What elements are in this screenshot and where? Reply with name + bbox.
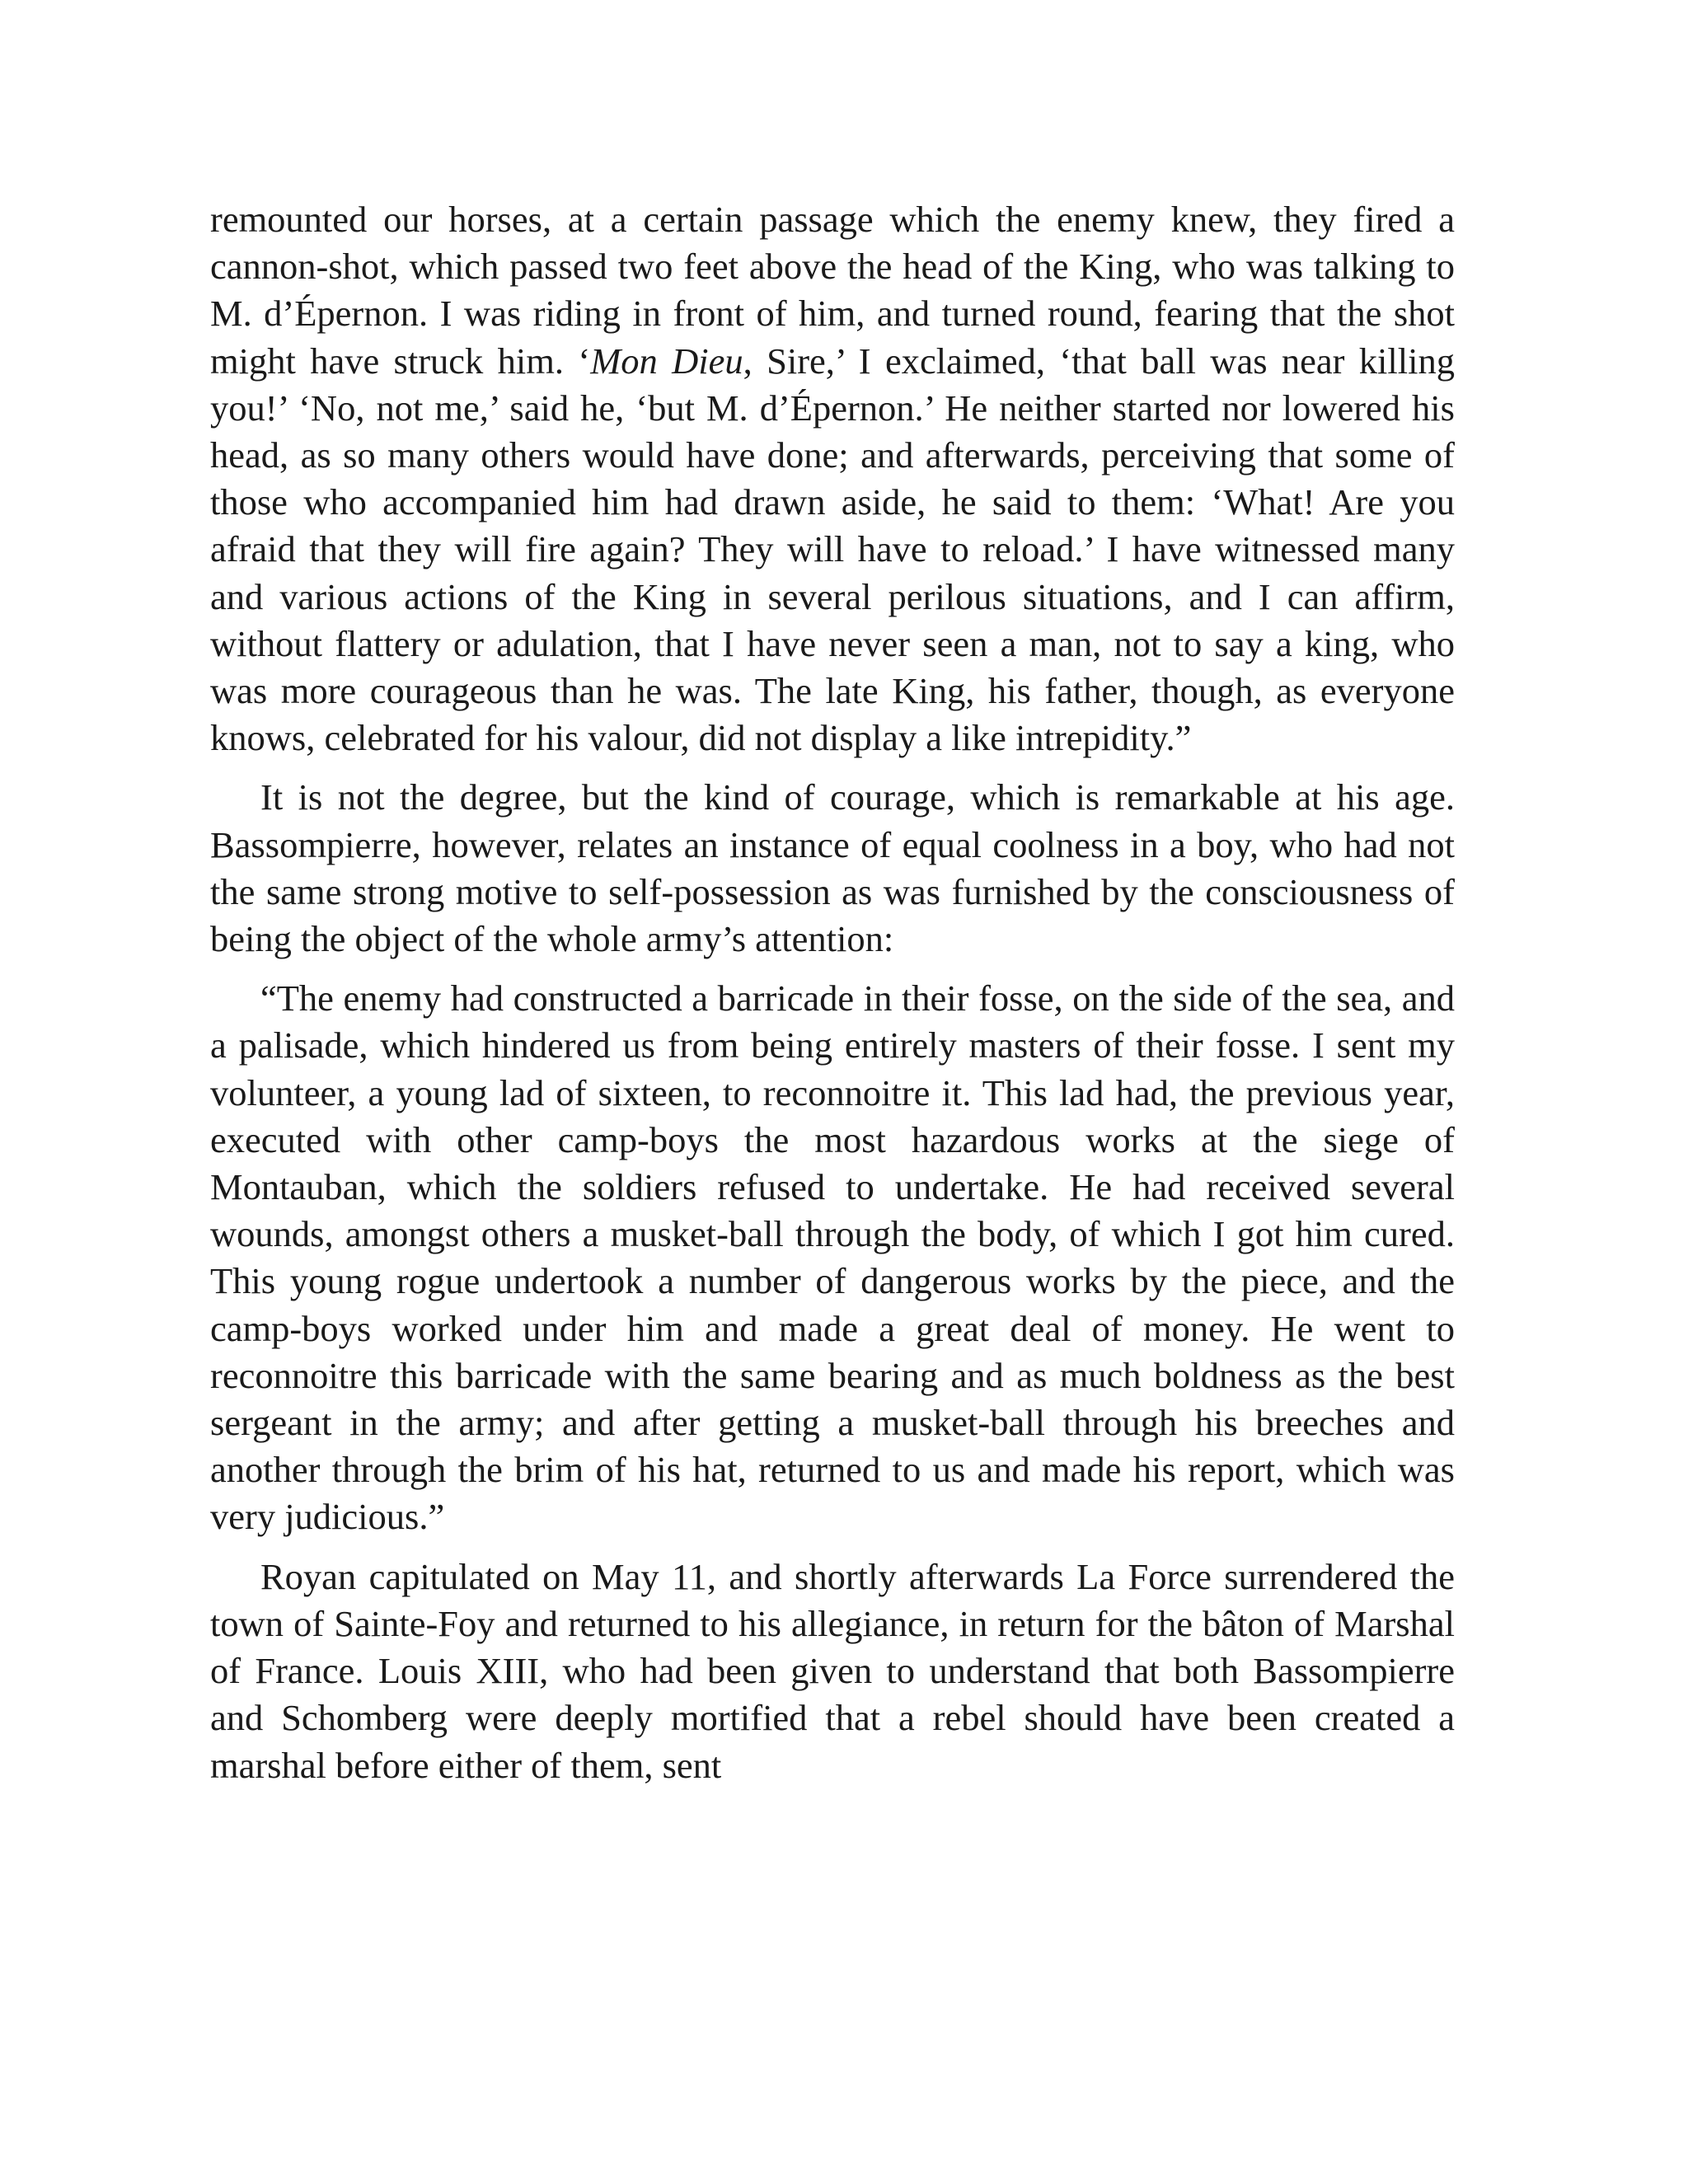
paragraph-4 bbox=[210, 1554, 1455, 1789]
paragraph-3-text: “The enemy had constructed a barricade in their fosse, on the side of the sea, and a palisade, which hindered us from being entirely masters of their fosse. I sent my volunteer, a young lad of sixteen, to reconnoitre it. This lad had, the previous year, executed with other camp-boys the most hazardous works at the siege of Montauban, which the soldiers refused to undertake. He had received several wounds, amongst others a musket-ball through the body, of which I got him cured. This young rogue undertook a number of dangerous works by the piece, and the camp-boys worked under him and made a great deal of money. He went to reconnoitre this barricade with the same bearing and as much boldness as the best sergeant in the army; and after getting a musket-ball through his breeches and another through the brim of his hat, returned to us and made his report, which was very judicious.” bbox=[210, 977, 1455, 1538]
paragraph-1-text-1: remounted our horses, at a certain passage which the enemy knew, they fired a cannon-shot, which passed two feet above the head of the King, who was talking to M. d’Épernon. I was riding in front of him, and turned round, fearing that the shot might have struck him. ‘ bbox=[210, 199, 1455, 382]
page-body bbox=[210, 196, 1455, 1789]
paragraph-2 bbox=[210, 774, 1455, 963]
paragraph-1 bbox=[210, 196, 1455, 762]
paragraph-1-italic-phrase: Mon Dieu bbox=[590, 340, 743, 382]
paragraph-4-text: Royan capitulated on May 11, and shortly afterwards La Force surrendered the town of Sainte-Foy and returned to his allegiance, in return for the bâton of Marshal of France. Louis XIII, who had been given to understand that both Bassompierre and Schomberg were deeply mortified that a rebel should have been created a marshal before either of them, sent bbox=[210, 1555, 1455, 1786]
paragraph-3 bbox=[210, 975, 1455, 1540]
paragraph-2-text: It is not the degree, but the kind of courage, which is remarkable at his age. Bassompierre, however, relates an instance of equal coolness in a boy, who had not the same strong motive to self-possession as was furnished by the consciousness of being the object of the whole army’s attention: bbox=[210, 776, 1455, 960]
paragraph-1-text-2: , Sire,’ I exclaimed, ‘that ball was near killing you!’ ‘No, not me,’ said he, ‘but M. d’Épernon.’ He neither started nor lowered his head, as so many others would have done; and afterwards, perceiving that some of those who accompanied him had drawn aside, he said to them: ‘What! Are you afraid that they will fire again? They will have to reload.’ I have witnessed many and various actions of the King in several perilous situations, and I can affirm, without flattery or adulation, that I have never seen a man, not to say a king, who was more courageous than he was. The late King, his father, though, as everyone knows, celebrated for his valour, did not display a like intrepidity.” bbox=[210, 340, 1455, 759]
